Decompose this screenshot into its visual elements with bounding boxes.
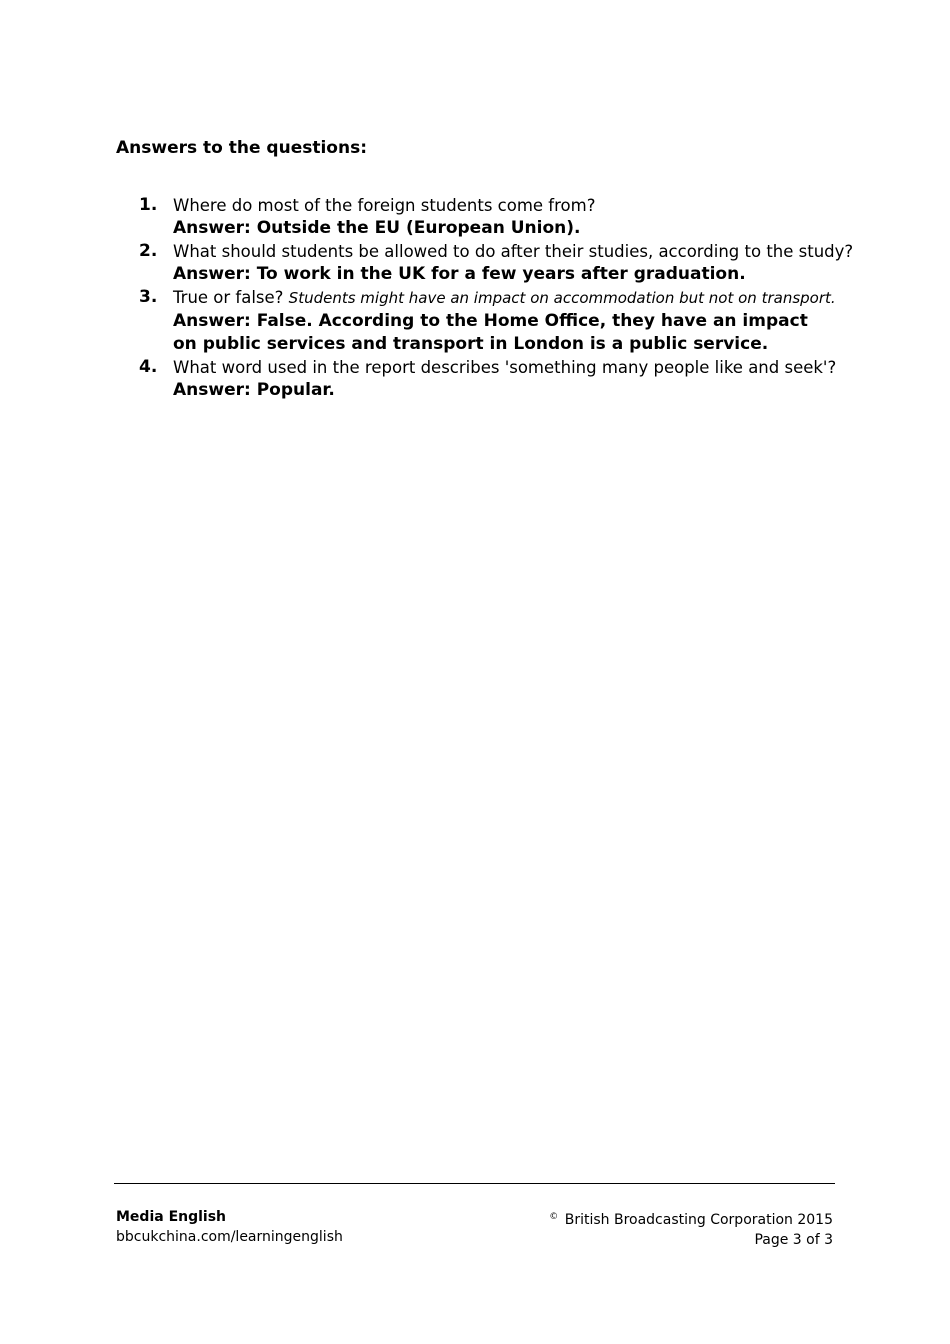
question-number: 2. — [139, 241, 158, 261]
question-italic-statement: Students might have an impact on accommodation but not on transport. — [288, 289, 836, 307]
page-number: Page 3 of 3 — [754, 1232, 833, 1248]
question-list — [116, 194, 854, 402]
question-number: 4. — [139, 357, 158, 377]
question-item-3 — [116, 286, 836, 356]
question-text — [173, 240, 854, 263]
answer-text: Answer: Popular. — [173, 380, 335, 400]
copyright-text: British Broadcasting Corporation 2015 — [564, 1212, 833, 1228]
footer-right — [549, 1207, 833, 1250]
footer-brand: Media English — [116, 1209, 227, 1225]
question-item-4 — [116, 356, 836, 402]
question-text — [173, 286, 836, 310]
section-heading: Answers to the questions: — [116, 138, 368, 158]
question-number: 1. — [139, 195, 158, 215]
question-number: 3. — [139, 287, 158, 307]
question-plain: What word used in the report describes 'something many people like and seek'? — [173, 358, 837, 377]
question-plain: Where do most of the foreign students come from? — [173, 196, 596, 215]
footer-copyright — [549, 1207, 833, 1230]
answer-text: Answer: To work in the UK for a few years after graduation. — [173, 264, 746, 284]
question-plain: What should students be allowed to do after their studies, according to the study? — [173, 242, 854, 261]
footer-divider — [114, 1183, 835, 1184]
question-item-1 — [116, 194, 836, 240]
answer-text: Answer: Outside the EU (European Union). — [173, 218, 581, 238]
copyright-symbol: © — [549, 1212, 559, 1222]
question-plain: True or false? — [173, 288, 289, 307]
question-text — [173, 194, 836, 217]
question-text — [173, 356, 836, 379]
question-item-2 — [116, 240, 854, 286]
footer-website-link[interactable]: bbcukchina.com/learningenglish — [116, 1229, 343, 1245]
answer-text: Answer: False. According to the Home Office, they have an impact on public services and transport in London is a public service. — [173, 311, 808, 354]
footer-left — [116, 1207, 343, 1247]
